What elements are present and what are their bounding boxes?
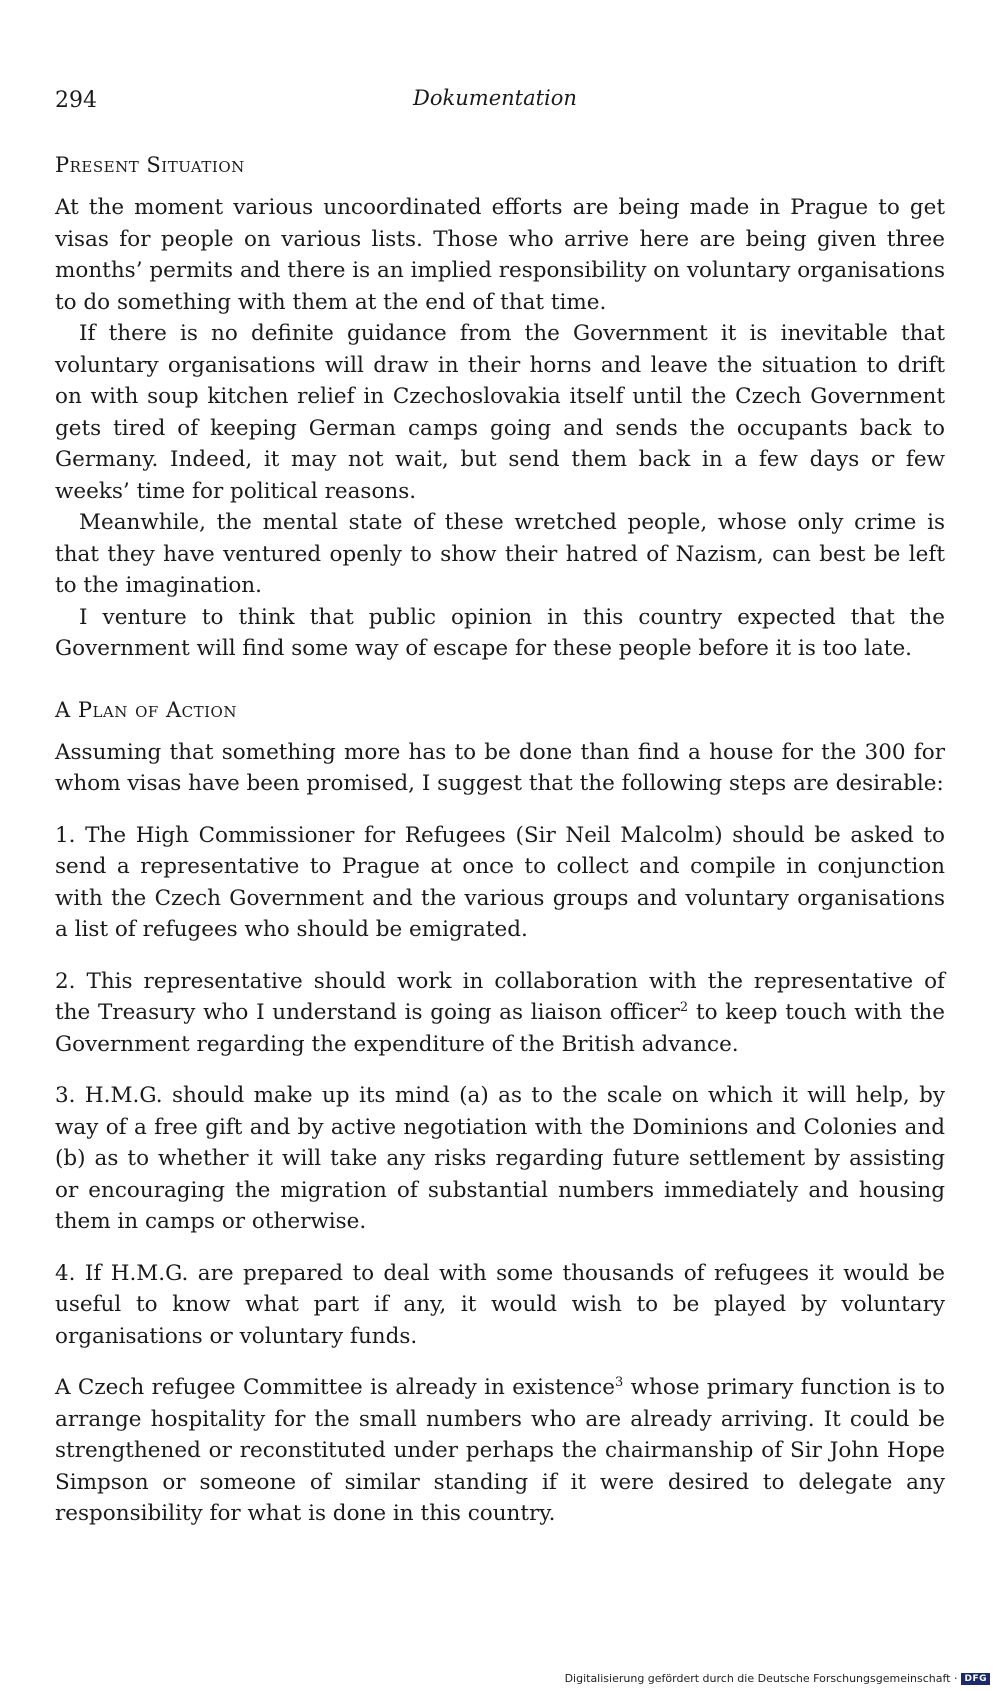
- paragraph: At the moment various uncoordinated efforts are being made in Prague to get visas for people on various lists. Those who arrive here are being given three months’ permits and there is an implied responsibility on voluntary organisations to do something with them at the end of that time.: [55, 195, 945, 315]
- list-item-4: 4. If H.M.G. are prepared to deal with some thousands of refugees it would be useful to know what part if any, it would wish to be played by voluntary organisations or voluntary funds.: [55, 1260, 945, 1349]
- list-item-1: 1. The High Commissioner for Refugees (Sir Neil Malcolm) should be asked to send a representative to Prague at once to collect and compile in conjunction with the Czech Government and the various groups and voluntary organisations a list of refugees who should be emigrated.: [55, 822, 945, 942]
- list-item-2: [55, 966, 945, 1061]
- dfg-logo: DFG: [961, 1673, 990, 1685]
- list-item-3: 3. H.M.G. should make up its mind (a) as to the scale on which it will help, by way of a free gift and by active negotiation with the Dominions and Colonies and (b) as to whether it will take any risks regarding future settlement by assisting or encouraging the migration of substantial numbers immediately and housing them in camps or otherwise.: [55, 1083, 945, 1234]
- paragraph: Meanwhile, the mental state of these wretched people, whose only crime is that they have ventured openly to show their hatred of Nazism, can best be left to the imagination.: [55, 510, 945, 598]
- paragraph: I venture to think that public opinion in this country expected that the Government will find some way of escape for these people before it is too late.: [55, 604, 945, 661]
- page-number: 294: [55, 88, 97, 113]
- page-header: [55, 88, 935, 122]
- footnote-marker[interactable]: 2: [679, 999, 689, 1015]
- body-text: [55, 150, 945, 1530]
- running-head: Dokumentation: [413, 86, 577, 110]
- closing-text: A Czech refugee Committee is already in existence: [55, 1375, 615, 1400]
- list-item-2-text: 2. This representative should work in collaboration with the representative of the Treasury who I understand is going as liaison officer: [55, 968, 945, 1025]
- section-heading-present-situation: Present Situation: [55, 153, 245, 177]
- closing-text-cont: whose primary function is to arrange hospitality for the small numbers who are already arriving. It could be strengthened or reconstituted under perhaps the chairmanship of Sir John Hope Simpson or someone of similar standing if it were desired to delegate any responsibility for what is done in this country.: [55, 1375, 945, 1526]
- footer-text: Digitalisierung gefördert durch die Deutsche Forschungsgemeinschaft ·: [564, 1672, 958, 1685]
- list-item-2-text-cont: to keep touch with the Government regarding the expenditure of the British advance.: [55, 1000, 946, 1057]
- closing-paragraph: [55, 1372, 945, 1530]
- digitization-footer: [565, 1672, 990, 1685]
- footnote-marker[interactable]: 3: [614, 1374, 624, 1390]
- paragraph-intro: Assuming that something more has to be done than find a house for the 300 for whom visas have been promised, I suggest that the following steps are desirable:: [55, 739, 945, 796]
- section-heading-plan-of-action: A Plan of Action: [55, 697, 237, 722]
- paragraph: If there is no definite guidance from the Government it is inevitable that voluntary organisations will draw in their horns and leave the situation to drift on with soup kitchen relief in Czechoslovakia itself until the Czech Government gets tired of keeping German camps going and sends the occupants back to Germany. Indeed, it may not wait, but send them back in a few days or few weeks’ time for political reasons.: [55, 321, 945, 504]
